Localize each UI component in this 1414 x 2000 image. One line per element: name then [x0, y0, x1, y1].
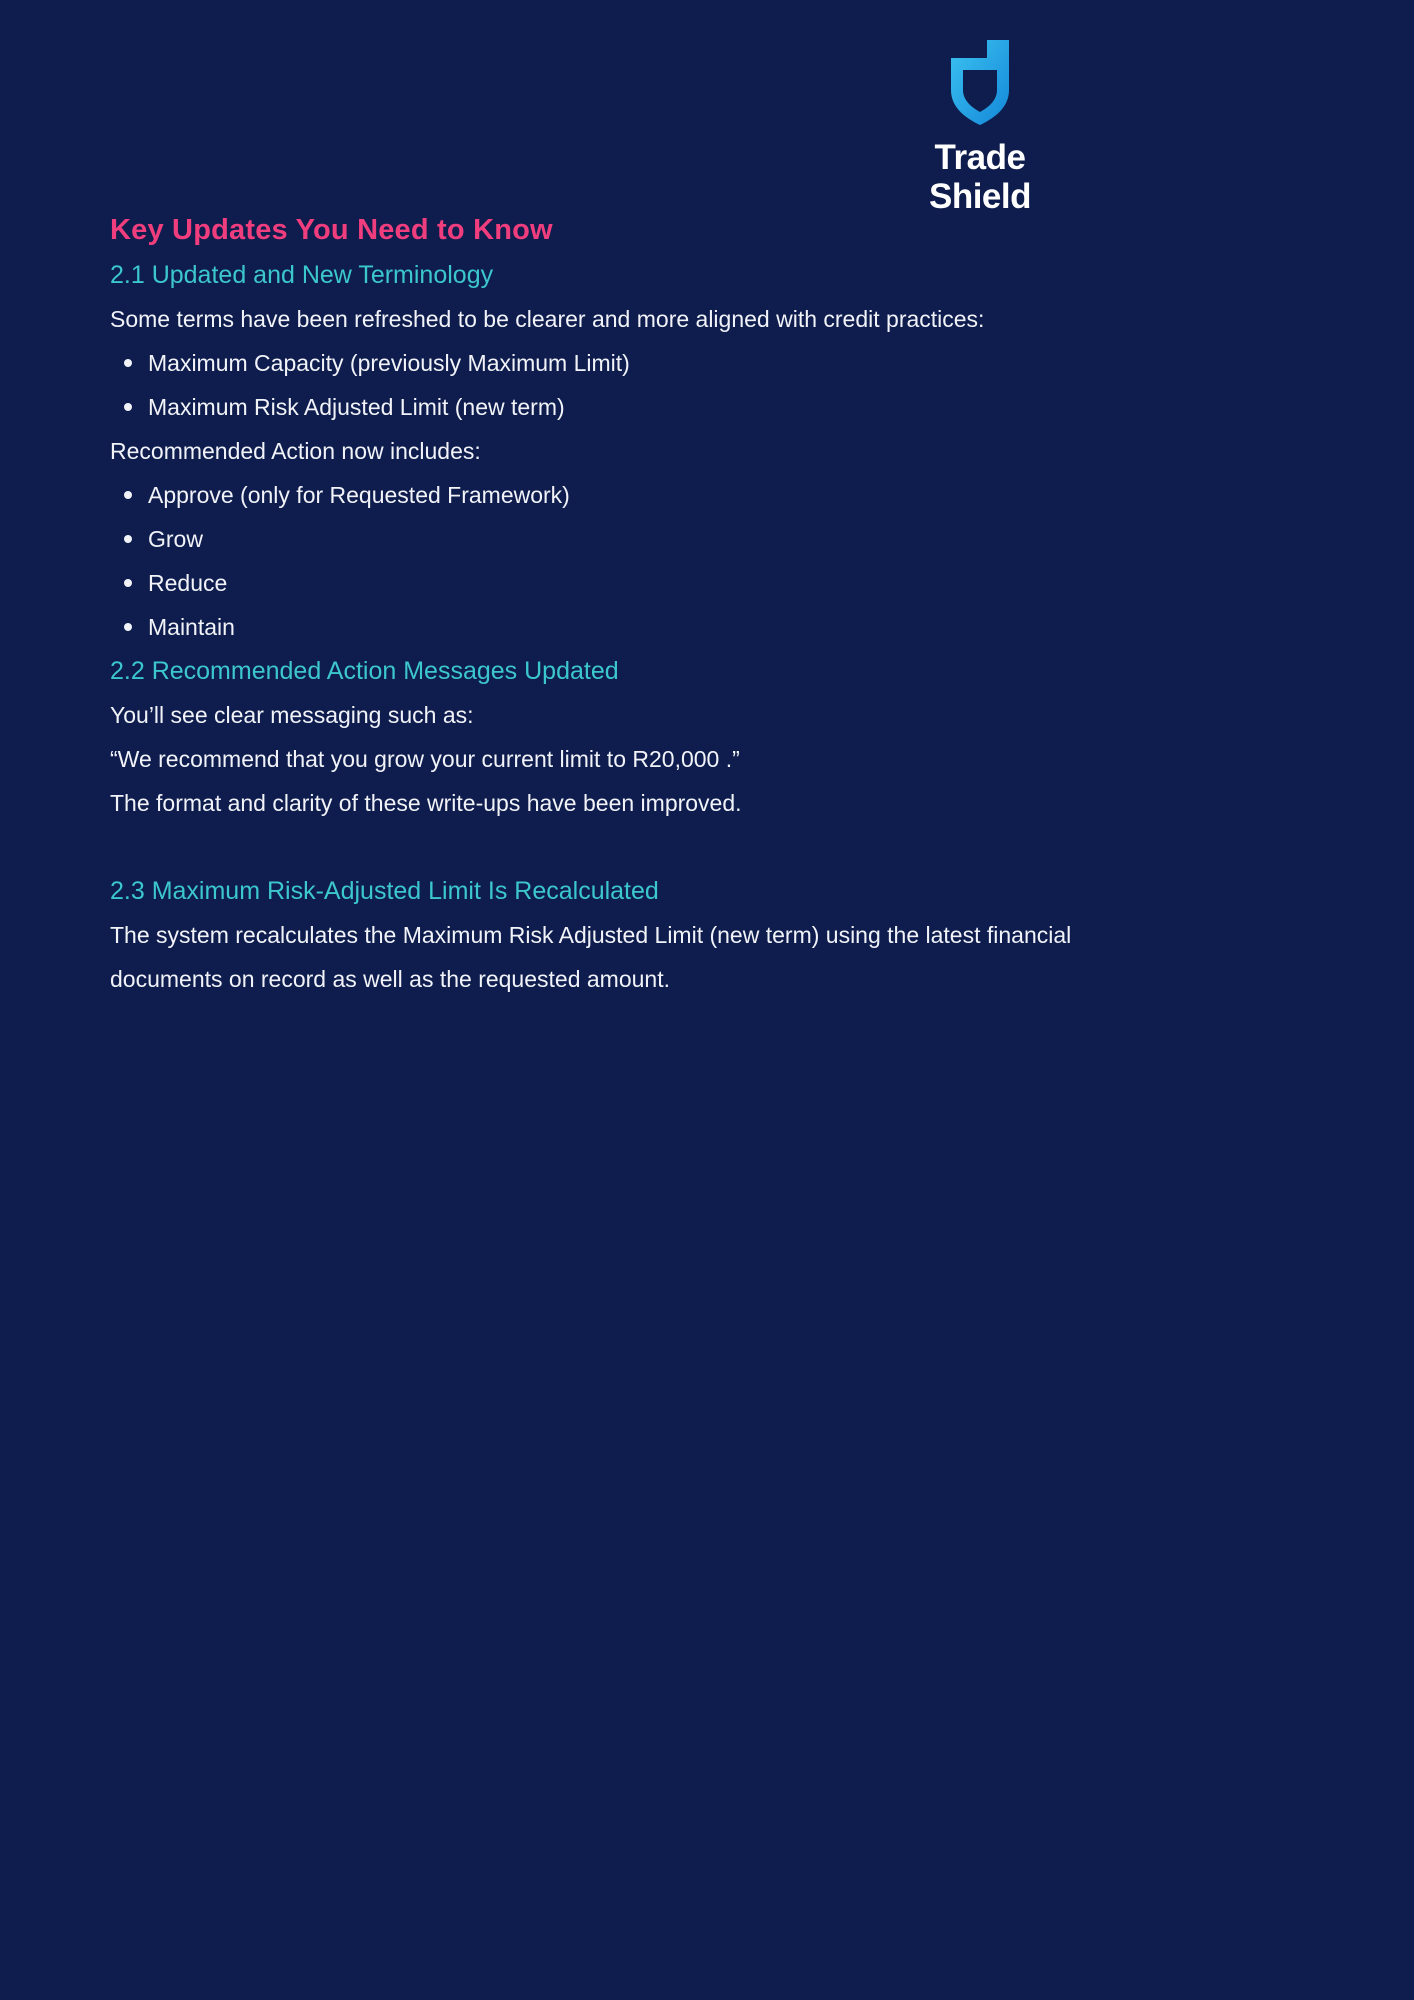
- document-content: [110, 207, 1090, 1001]
- page-title: Key Updates You Need to Know: [110, 214, 553, 246]
- section-2-1-title: 2.1 Updated and New Terminology: [110, 261, 494, 289]
- logo-wordmark: [929, 138, 1031, 216]
- terminology-list: [110, 341, 1090, 429]
- shield-icon: [937, 38, 1023, 128]
- section-2-2-paragraph-1: You’ll see clear messaging such as:: [110, 702, 474, 728]
- list-item: Reduce: [110, 561, 1090, 605]
- recommended-action-list: [110, 473, 1090, 649]
- list-item: Maintain: [110, 605, 1090, 649]
- list-item: Maximum Capacity (previously Maximum Limit): [110, 341, 1090, 385]
- section-2-2-paragraph-2: The format and clarity of these write-ups have been improved.: [110, 790, 742, 816]
- logo-text-line2: Shield: [928, 177, 1032, 217]
- section-2-1-intro: Some terms have been refreshed to be clearer and more aligned with credit practices:: [110, 306, 985, 332]
- section-2-2-title: 2.2 Recommended Action Messages Updated: [110, 657, 619, 685]
- list-item: Grow: [110, 517, 1090, 561]
- brand-logo: [922, 38, 1038, 216]
- recommended-action-intro: Recommended Action now includes:: [110, 438, 481, 464]
- list-item: Maximum Risk Adjusted Limit (new term): [110, 385, 1090, 429]
- list-item: Approve (only for Requested Framework): [110, 473, 1090, 517]
- section-2-2-quote: “We recommend that you grow your current limit to R20,000 .”: [110, 746, 740, 772]
- section-2-3-paragraph: The system recalculates the Maximum Risk Adjusted Limit (new term) using the latest financial documents on record as well as the requested amount.: [110, 922, 1072, 992]
- section-2-3-title: 2.3 Maximum Risk-Adjusted Limit Is Recalculated: [110, 877, 659, 905]
- logo-text-line1: Trade: [934, 138, 1026, 177]
